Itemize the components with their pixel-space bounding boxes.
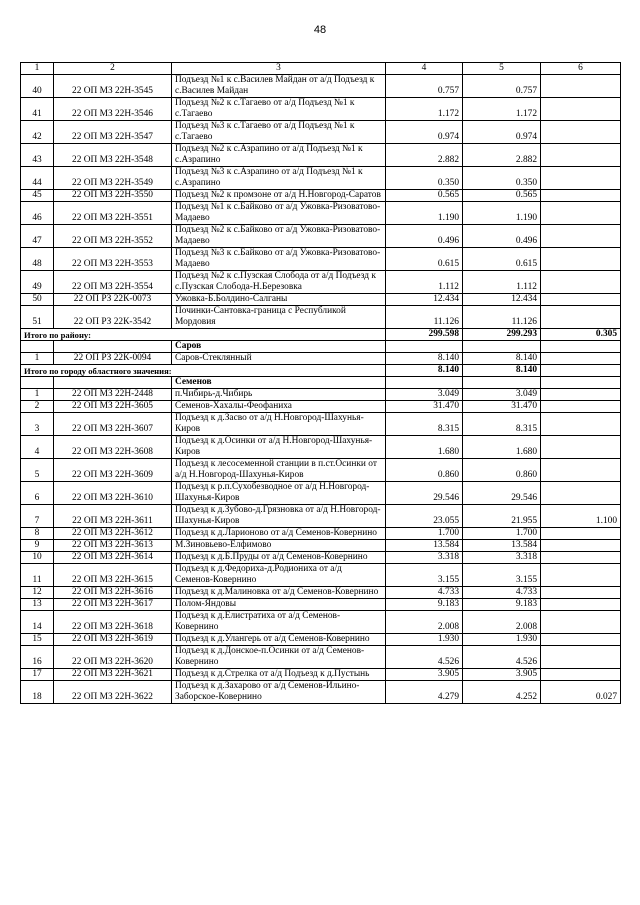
length-col5: 0.565 [463, 190, 541, 202]
length-total: 2.008 [386, 611, 463, 634]
road-name: Семенов-Хахалы-Феофаниха [172, 401, 386, 413]
road-name: Подъезд к д.Елистратиха от а/д Семенов-Ковернино [172, 611, 386, 634]
row-number: 48 [21, 248, 54, 271]
length-col5: 11.126 [463, 306, 541, 329]
road-code: 22 ОП МЗ 22Н-3621 [54, 669, 172, 681]
total-label: Итого по городу областного значения: [21, 365, 386, 377]
table-row [21, 248, 621, 271]
road-name: Подъезд №2 к с.Азрапино от а/д Подъезд №1 к с.Азрапино [172, 144, 386, 167]
row-number: 2 [21, 401, 54, 413]
empty-cell [541, 341, 621, 353]
length-col6 [541, 599, 621, 611]
row-number: 47 [21, 225, 54, 248]
road-name: Подъезд №1 к с.Байково от а/д Ужовка-Ризоватово-Мадаево [172, 202, 386, 225]
table-row [21, 353, 621, 365]
road-name: Подъезд к д.Засво от а/д Н.Новгород-Шахунья-Киров [172, 413, 386, 436]
road-code: 22 ОП РЗ 22К-0073 [54, 294, 172, 306]
road-code: 22 ОП МЗ 22Н-3622 [54, 681, 172, 704]
total-col5: 8.140 [463, 365, 541, 377]
length-col6 [541, 144, 621, 167]
length-col6: 1.100 [541, 505, 621, 528]
row-number: 13 [21, 599, 54, 611]
header-row [21, 63, 621, 75]
length-col5: 3.155 [463, 564, 541, 587]
row-number: 6 [21, 482, 54, 505]
length-total: 3.318 [386, 552, 463, 564]
table-row [21, 121, 621, 144]
road-code: 22 ОП МЗ 22Н-3552 [54, 225, 172, 248]
length-total: 0.350 [386, 167, 463, 190]
section-name: Саров [172, 341, 386, 353]
table-row [21, 144, 621, 167]
length-col5: 0.496 [463, 225, 541, 248]
road-name: Подъезд №2 к промзоне от а/д Н.Новгород-Саратов [172, 190, 386, 202]
road-name: Подъезд №2 к с.Тагаево от а/д Подъезд №1 к с.Тагаево [172, 98, 386, 121]
road-name: Саров-Стеклянный [172, 353, 386, 365]
row-number: 15 [21, 634, 54, 646]
length-col5: 2.008 [463, 611, 541, 634]
road-code: 22 ОП МЗ 22Н-3547 [54, 121, 172, 144]
section-name: Семенов [172, 377, 386, 389]
length-col5: 8.140 [463, 353, 541, 365]
table-row [21, 646, 621, 669]
row-number: 43 [21, 144, 54, 167]
length-col6 [541, 271, 621, 294]
length-col5: 0.757 [463, 75, 541, 98]
length-col6 [541, 401, 621, 413]
table-row [21, 306, 621, 329]
length-total: 1.172 [386, 98, 463, 121]
length-total: 8.315 [386, 413, 463, 436]
road-name: М.Зиновьево-Елфимово [172, 540, 386, 552]
row-number: 41 [21, 98, 54, 121]
road-code: 22 ОП МЗ 22Н-3551 [54, 202, 172, 225]
table-row [21, 225, 621, 248]
length-col6 [541, 587, 621, 599]
row-number: 1 [21, 353, 54, 365]
length-total: 0.860 [386, 459, 463, 482]
road-code: 22 ОП МЗ 22Н-3610 [54, 482, 172, 505]
total-row [21, 329, 621, 341]
length-total: 3.155 [386, 564, 463, 587]
total-col5: 299.293 [463, 329, 541, 341]
row-number: 5 [21, 459, 54, 482]
row-number: 46 [21, 202, 54, 225]
section-row [21, 377, 621, 389]
length-total: 3.905 [386, 669, 463, 681]
length-col5: 8.315 [463, 413, 541, 436]
road-code: 22 ОП МЗ 22Н-3605 [54, 401, 172, 413]
length-col6 [541, 634, 621, 646]
length-total: 1.112 [386, 271, 463, 294]
length-col6 [541, 389, 621, 401]
road-code: 22 ОП РЗ 22К-3542 [54, 306, 172, 329]
row-number: 4 [21, 436, 54, 459]
length-col6 [541, 413, 621, 436]
road-code: 22 ОП МЗ 22Н-3608 [54, 436, 172, 459]
length-total: 8.140 [386, 353, 463, 365]
section-row [21, 341, 621, 353]
road-code: 22 ОП МЗ 22Н-3618 [54, 611, 172, 634]
road-code: 22 ОП МЗ 22Н-3614 [54, 552, 172, 564]
length-total: 1.700 [386, 528, 463, 540]
table-row [21, 505, 621, 528]
length-col6 [541, 669, 621, 681]
length-col5: 1.172 [463, 98, 541, 121]
length-col5: 12.434 [463, 294, 541, 306]
length-total: 11.126 [386, 306, 463, 329]
road-name: Подъезд к д.Захарово от а/д Семенов-Ильино-Заборское-Ковернино [172, 681, 386, 704]
row-number: 44 [21, 167, 54, 190]
table-row [21, 552, 621, 564]
row-number: 3 [21, 413, 54, 436]
road-name: Подъезд к р.п.Сухобезводное от а/д Н.Новгород-Шахунья-Киров [172, 482, 386, 505]
row-number: 40 [21, 75, 54, 98]
table-row [21, 669, 621, 681]
road-name: Подъезд №3 к с.Азрапино от а/д Подъезд №1 к с.Азрапино [172, 167, 386, 190]
length-col5: 1.700 [463, 528, 541, 540]
total-col6: 0.305 [541, 329, 621, 341]
empty-cell [21, 341, 54, 353]
table-row [21, 190, 621, 202]
table-row [21, 389, 621, 401]
length-col6 [541, 248, 621, 271]
table-row [21, 271, 621, 294]
road-code: 22 ОП МЗ 22Н-3617 [54, 599, 172, 611]
total-row [21, 365, 621, 377]
header-cell: 6 [541, 63, 621, 75]
road-name: Полом-Яндовы [172, 599, 386, 611]
road-name: Подъезд к д.Ларионово от а/д Семенов-Ковернино [172, 528, 386, 540]
length-col5: 1.930 [463, 634, 541, 646]
header-cell: 4 [386, 63, 463, 75]
table-row [21, 528, 621, 540]
length-col6 [541, 98, 621, 121]
length-total: 29.546 [386, 482, 463, 505]
length-total: 13.584 [386, 540, 463, 552]
length-total: 4.733 [386, 587, 463, 599]
length-col6 [541, 482, 621, 505]
total-col6 [541, 365, 621, 377]
length-col5: 3.905 [463, 669, 541, 681]
length-col5: 1.112 [463, 271, 541, 294]
length-col5: 4.733 [463, 587, 541, 599]
row-number: 10 [21, 552, 54, 564]
empty-cell [21, 377, 54, 389]
length-col6 [541, 436, 621, 459]
header-cell: 2 [54, 63, 172, 75]
length-col6 [541, 459, 621, 482]
road-code: 22 ОП МЗ 22Н-3553 [54, 248, 172, 271]
road-code: 22 ОП МЗ 22Н-3554 [54, 271, 172, 294]
table-row [21, 681, 621, 704]
road-code: 22 ОП МЗ 22Н-3550 [54, 190, 172, 202]
row-number: 51 [21, 306, 54, 329]
table-row [21, 413, 621, 436]
length-col6 [541, 294, 621, 306]
table-row [21, 540, 621, 552]
road-name: Подъезд к д.Федориха-д.Родиониха от а/д Семенов-Ковернино [172, 564, 386, 587]
length-col5: 29.546 [463, 482, 541, 505]
row-number: 16 [21, 646, 54, 669]
table-row [21, 482, 621, 505]
table-row [21, 75, 621, 98]
length-col5: 1.680 [463, 436, 541, 459]
length-col6 [541, 190, 621, 202]
road-code: 22 ОП МЗ 22Н-3615 [54, 564, 172, 587]
road-code: 22 ОП МЗ 22Н-3619 [54, 634, 172, 646]
row-number: 42 [21, 121, 54, 144]
length-total: 9.183 [386, 599, 463, 611]
length-total: 2.882 [386, 144, 463, 167]
road-name: Подъезд к д.Стрелка от а/д Подъезд к д.Пустынь [172, 669, 386, 681]
road-name: Подъезд №2 к с.Пузская Слобода от а/д Подъезд к с.Пузская Слобода-Н.Березовка [172, 271, 386, 294]
length-col6 [541, 121, 621, 144]
road-code: 22 ОП МЗ 22Н-3607 [54, 413, 172, 436]
length-total: 0.615 [386, 248, 463, 271]
road-name: Подъезд к д.Донское-п.Осинки от а/д Семенов-Ковернино [172, 646, 386, 669]
empty-cell [54, 341, 172, 353]
road-name: Подъезд №1 к с.Василев Майдан от а/д Подъезд к с.Василев Майдан [172, 75, 386, 98]
length-total: 1.190 [386, 202, 463, 225]
header-cell: 3 [172, 63, 386, 75]
road-code: 22 ОП МЗ 22Н-3609 [54, 459, 172, 482]
length-col5: 3.049 [463, 389, 541, 401]
empty-cell [386, 377, 463, 389]
page-number: 48 [313, 24, 327, 36]
length-total: 4.526 [386, 646, 463, 669]
row-number: 12 [21, 587, 54, 599]
table-row [21, 294, 621, 306]
length-col5: 9.183 [463, 599, 541, 611]
road-code: 22 ОП МЗ 22Н-3545 [54, 75, 172, 98]
length-col5: 21.955 [463, 505, 541, 528]
road-name: Подъезд №3 к с.Байково от а/д Ужовка-Ризоватово-Мадаево [172, 248, 386, 271]
row-number: 8 [21, 528, 54, 540]
length-total: 4.279 [386, 681, 463, 704]
road-name: Подъезд №2 к с.Байково от а/д Ужовка-Ризоватово-Мадаево [172, 225, 386, 248]
table-row [21, 611, 621, 634]
length-col6 [541, 540, 621, 552]
length-col5: 4.252 [463, 681, 541, 704]
length-total: 3.049 [386, 389, 463, 401]
empty-cell [463, 377, 541, 389]
length-total: 23.055 [386, 505, 463, 528]
table-row [21, 634, 621, 646]
length-col6 [541, 611, 621, 634]
road-code: 22 ОП МЗ 22Н-3613 [54, 540, 172, 552]
length-col5: 0.615 [463, 248, 541, 271]
road-code: 22 ОП МЗ 22Н-3616 [54, 587, 172, 599]
total-col4: 299.598 [386, 329, 463, 341]
road-name: Ужовка-Б.Болдино-Салганы [172, 294, 386, 306]
road-code: 22 ОП РЗ 22К-0094 [54, 353, 172, 365]
length-col6 [541, 564, 621, 587]
length-col6 [541, 646, 621, 669]
length-col5: 0.974 [463, 121, 541, 144]
row-number: 14 [21, 611, 54, 634]
length-total: 1.680 [386, 436, 463, 459]
road-code: 22 ОП МЗ 22Н-3620 [54, 646, 172, 669]
road-table [20, 62, 621, 704]
length-total: 1.930 [386, 634, 463, 646]
header-cell: 5 [463, 63, 541, 75]
road-name: Подъезд №3 к с.Тагаево от а/д Подъезд №1 к с.Тагаево [172, 121, 386, 144]
length-total: 0.565 [386, 190, 463, 202]
length-total: 31.470 [386, 401, 463, 413]
row-number: 45 [21, 190, 54, 202]
table-row [21, 98, 621, 121]
length-total: 0.757 [386, 75, 463, 98]
road-name: Подъезд к д.Зубово-д.Грязновка от а/д Н.Новгород-Шахунья-Киров [172, 505, 386, 528]
table-row [21, 167, 621, 190]
table-row [21, 401, 621, 413]
length-col5: 4.526 [463, 646, 541, 669]
table-row [21, 587, 621, 599]
length-col5: 0.350 [463, 167, 541, 190]
road-name: Подъезд к д.Улангерь от а/д Семенов-Ковернино [172, 634, 386, 646]
length-col6 [541, 225, 621, 248]
row-number: 50 [21, 294, 54, 306]
row-number: 49 [21, 271, 54, 294]
length-total: 0.496 [386, 225, 463, 248]
length-col5: 3.318 [463, 552, 541, 564]
road-code: 22 ОП МЗ 22Н-3548 [54, 144, 172, 167]
empty-cell [463, 341, 541, 353]
table-row [21, 202, 621, 225]
length-col5: 31.470 [463, 401, 541, 413]
road-name: Подъезд к д.Осинки от а/д Н.Новгород-Шахунья-Киров [172, 436, 386, 459]
length-col6 [541, 167, 621, 190]
length-col5: 0.860 [463, 459, 541, 482]
road-name: Подъезд к д.Малиновка от а/д Семенов-Ковернино [172, 587, 386, 599]
table-row [21, 564, 621, 587]
empty-cell [386, 341, 463, 353]
total-label: Итого по району: [21, 329, 386, 341]
row-number: 1 [21, 389, 54, 401]
row-number: 11 [21, 564, 54, 587]
row-number: 9 [21, 540, 54, 552]
length-col5: 13.584 [463, 540, 541, 552]
table-row [21, 436, 621, 459]
table-row [21, 459, 621, 482]
row-number: 18 [21, 681, 54, 704]
header-cell: 1 [21, 63, 54, 75]
road-code: 22 ОП МЗ 22Н-3612 [54, 528, 172, 540]
length-col5: 2.882 [463, 144, 541, 167]
length-col6 [541, 353, 621, 365]
empty-cell [54, 377, 172, 389]
empty-cell [541, 377, 621, 389]
length-col6 [541, 202, 621, 225]
road-name: Подъезд к лесосеменной станции в п.ст.Осинки от а/д Н.Новгород-Шахунья-Киров [172, 459, 386, 482]
length-col6 [541, 528, 621, 540]
road-code: 22 ОП МЗ 22Н-3611 [54, 505, 172, 528]
road-code: 22 ОП МЗ 22Н-3549 [54, 167, 172, 190]
length-col6: 0.027 [541, 681, 621, 704]
length-col5: 1.190 [463, 202, 541, 225]
length-col6 [541, 552, 621, 564]
road-code: 22 ОП МЗ 22Н-3546 [54, 98, 172, 121]
length-total: 12.434 [386, 294, 463, 306]
length-col6 [541, 75, 621, 98]
road-code: 22 ОП МЗ 22Н-2448 [54, 389, 172, 401]
road-name: Починки-Сантовка-граница с Республикой Мордовия [172, 306, 386, 329]
road-name: Подъезд к д.Б.Пруды от а/д Семенов-Ковернино [172, 552, 386, 564]
row-number: 17 [21, 669, 54, 681]
table-row [21, 599, 621, 611]
length-col6 [541, 306, 621, 329]
row-number: 7 [21, 505, 54, 528]
total-col4: 8.140 [386, 365, 463, 377]
length-total: 0.974 [386, 121, 463, 144]
road-name: п.Чибирь-д.Чибирь [172, 389, 386, 401]
